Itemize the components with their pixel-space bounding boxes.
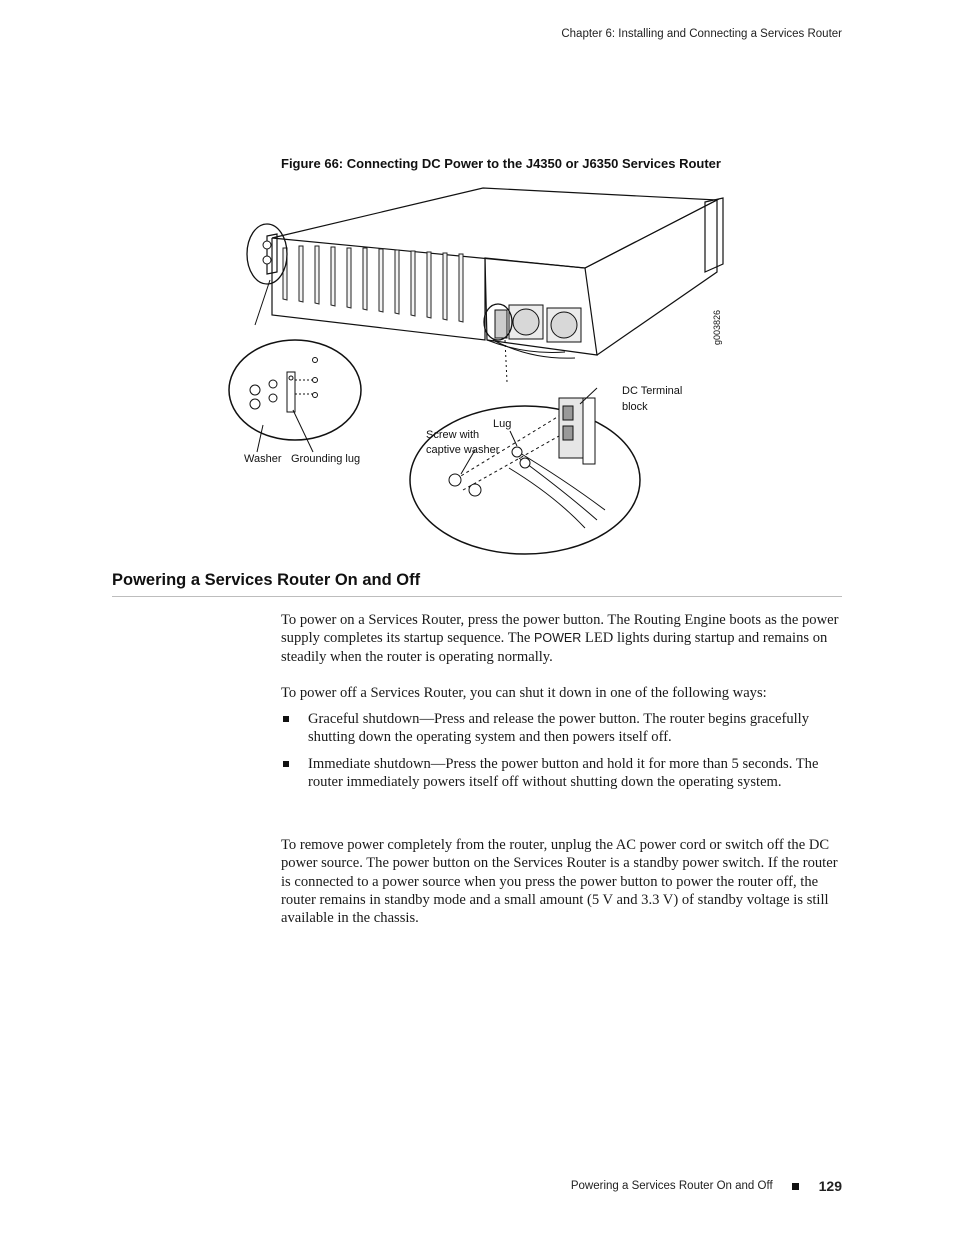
- running-header: Chapter 6: Installing and Connecting a Services Router: [561, 28, 842, 40]
- grounding-lug-label: Grounding lug: [291, 453, 361, 465]
- block-label: block: [622, 401, 648, 413]
- captive-washer-label: captive washer: [426, 444, 500, 456]
- page-number: 129: [818, 1178, 842, 1194]
- bullet-square-icon: [283, 716, 289, 722]
- power-led-term: POWER: [534, 631, 582, 646]
- footer-separator-icon: [792, 1183, 799, 1190]
- paragraph-remove-power: To remove power completely from the router, unplug the AC power cord or switch off the DC power source. The power button on the Services Router is a standby power switch. If the router is connected to a power source when you press the power button to power the router off, the router remains in standby mode and a small amount (5 V and 3.3 V) of standby voltage is still available in the chassis.: [281, 837, 838, 927]
- section-heading: Powering a Services Router On and Off: [112, 571, 421, 589]
- bullet-square-icon: [283, 761, 289, 767]
- paragraph-power-off-intro: To power off a Services Router, you can shut it down in one of the following ways:: [281, 685, 767, 701]
- graphic-id-label: g003826: [712, 309, 722, 345]
- vent-slots: [283, 246, 463, 322]
- list-item: [281, 755, 847, 792]
- figure-illustration: [225, 180, 745, 560]
- washer-label: Washer: [244, 453, 282, 465]
- p1-text-a: To power on a Services Router, press the power button. The Routing Engine boots as the power supply completes its startup sequence. The: [281, 612, 839, 647]
- bullet-list-1: [281, 710, 847, 747]
- p1-text-b: LED lights during startup and remains on steadily when the router is operating normally.: [281, 630, 828, 665]
- screw-with-label: Screw with: [426, 429, 480, 441]
- rear-terminal-block: [495, 310, 507, 338]
- fan-grilles: [509, 305, 581, 342]
- dc-terminal-label: DC Terminal: [622, 385, 683, 397]
- list-item: [281, 710, 847, 747]
- section-divider: [112, 596, 842, 597]
- page-footer: [571, 1178, 842, 1194]
- router-dc-power-diagram: [225, 180, 745, 560]
- bullet-text: Immediate shutdown—Press the power button and hold it for more than 5 seconds. The router immediately powers itself off without shutting down the operating system.: [308, 756, 819, 791]
- figure-caption: Figure 66: Connecting DC Power to the J4350 or J6350 Services Router: [281, 156, 721, 171]
- lug-label: Lug: [493, 418, 512, 430]
- paragraph-power-on: [281, 611, 847, 666]
- bullet-text: Graceful shutdown—Press and release the power button. The router begins gracefully shutting down the operating system and then powers itself off.: [308, 711, 810, 746]
- bullet-list-2: [281, 755, 847, 792]
- footer-section-title: Powering a Services Router On and Off: [570, 1180, 773, 1192]
